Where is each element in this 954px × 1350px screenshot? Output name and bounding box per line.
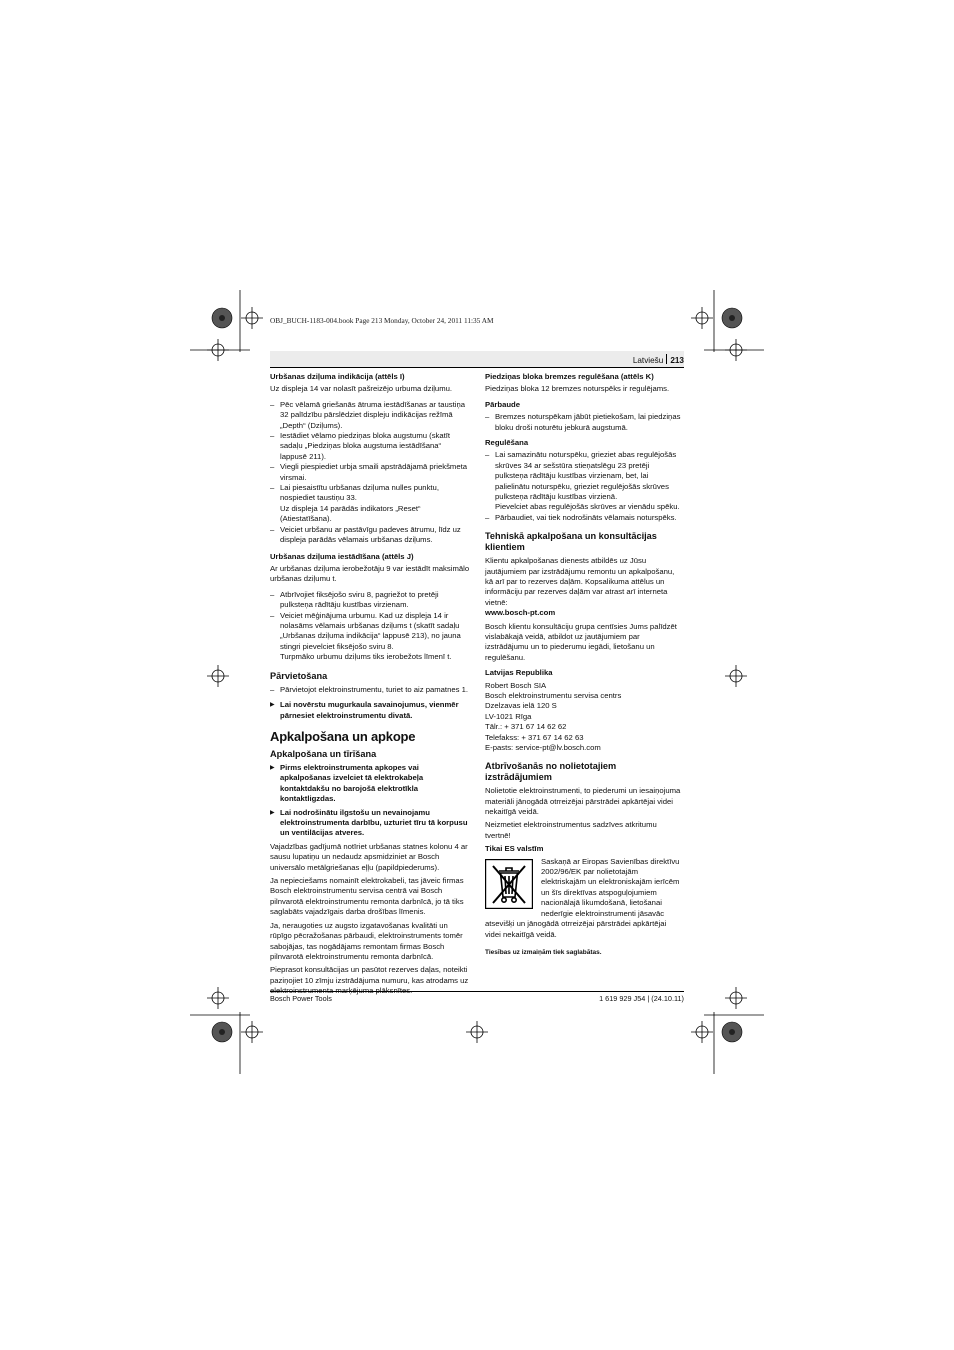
section-title-drill-depth-indication: Urbšanas dziļuma indikācija (attēls I) (270, 372, 405, 381)
paragraph: Ja nepieciešams nomainīt elektrokabeli, tas jāveic firmas Bosch elektroinstrumentu servisa centrā vai Bosch pilnvarotā elektroinstrumentu remonta darbnīcā, jo tā tiks saglabāts vajadzīgais darba drošības līmenis. (270, 876, 464, 917)
warning-item: ▶ Lai novērstu mugurkaula savainojumus, vienmēr pārnesiet elektroinstrumentu divatā. (270, 700, 470, 721)
change-notice: Tiesības uz izmaiņām tiek saglabātas. (485, 948, 602, 956)
subsection-title-check: Pārbaude (485, 399, 521, 409)
eu-directive-block (485, 857, 684, 940)
subsection-title-eu: Tikai ES valstīm (485, 844, 544, 854)
paragraph: Ja, neraugoties uz augsto izgatavošanas kvalitāti un rūpīgo pēcražošanas pārbaudi, elektroinstruments tomēr sabojājas, tas nogādājams remontam firmas Bosch pilnvarotā elektroinstrumentu remonta darbnīcā. (270, 920, 463, 961)
address-line: Robert Bosch SIA (485, 680, 547, 690)
country-title: Latvijas Republika (485, 668, 553, 678)
paragraph: Nolietotie elektroinstrumenti, to piederumi un iesaiņojuma materiāli jānogādā otrreizējai pārstrādei apkārtējai videi nekaitīgā veidā. (485, 786, 681, 817)
footer-doc-number: 1 619 929 J54 | (24.10.11) (599, 994, 684, 1003)
paragraph: Uz displeja 14 var nolasīt pašreizējo urbuma dziļumu. (270, 384, 453, 394)
service-url: www.bosch-pt.com (485, 608, 556, 618)
chapter-title-maintenance: Apkalpošana un apkope (270, 729, 416, 745)
section-title-service: Tehniskā apkalpošana un konsultācijas klientiem (485, 531, 657, 552)
list-item: – Veiciet mēģinājuma urbumu. Kad uz displeja 14 ir nolasāms vēlamais urbšanas dziļums t (skatīt sadaļu „Urbšanas dziļuma indikācija“ lappusē 213), no jauna stingri pievelciet fiksējošo sviru 8. (270, 611, 470, 653)
address-line: E-pasts: service-pt@lv.bosch.com (485, 743, 601, 752)
list-item: – Viegli piespiediet urbja smaili apstrādājamā priekšmeta virsmai. (270, 462, 470, 483)
list-continuation: Pievelciet abas regulējošās skrūves ar vienādu spēku. (495, 502, 680, 512)
address-line: Bosch elektroinstrumentu servisa centrs (485, 690, 622, 700)
crossed-bin-icon (485, 859, 533, 909)
address-line: LV-1021 Rīga (485, 711, 532, 721)
paragraph: Pieprasot konsultācijas un pasūtot rezerves daļas, noteikti paziņojiet 10 zīmju izstrādājuma numuru, kas atrodams uz (270, 965, 469, 985)
list-item: – Lai piesaistītu urbšanas dziļuma nulles punktu, nospiediet taustiņu 33. (270, 483, 470, 504)
warning-item: ▶ Pirms elektroinstrumenta apkopes vai apkalpošanas izvelciet tā elektrokabeļa kontaktdakšu no barojošā elektrotīkla kontaktligzdas. (270, 763, 470, 805)
paragraph: Bosch klientu konsultāciju grupa centīsies Jums palīdzēt vislabākajā veidā, atbildot uz jautājumiem par izstrādājumu un to piederumu iegādi, lietošanu un regulēšanu. (485, 621, 677, 662)
paragraph: Ar urbšanas dziļuma ierobežotāju 9 var iestādīt maksimālo urbšanas dziļumu t. (270, 563, 470, 584)
list-item: – Veiciet urbšanu ar pastāvīgu padeves ātrumu, līdz uz displeja parādās vēlamais urbšanas dziļums. (270, 525, 470, 546)
list-item: – Pārvietojot elektroinstrumentu, turiet to aiz pamatnes 1. (270, 685, 470, 695)
list-item: – Pārbaudiet, vai tiek nodrošināts vēlamais noturspēks. (485, 513, 684, 523)
page-header (633, 354, 684, 365)
section-title-disposal: Atbrīvošanās no nolietotajiem izstrādājumiem (485, 761, 617, 782)
header-rule (270, 367, 684, 368)
section-title-drill-depth-setting: Urbšanas dziļuma iestādīšana (attēls J) (270, 551, 414, 561)
list-item: – Atbrīvojiet fiksējošo sviru 8, pagriežot to pretēji pulksteņa rādītāju kustības virzienam. (270, 590, 470, 611)
list-item: – Lai samazinātu noturspēku, grieziet abas regulējošās skrūves 34 ar sešstūra stieņatslēgu 23 pretēji pulksteņa rādītāju kustības virzienam, bet, lai palielinātu noturspēku, grieziet regulējošās skrūves pulksteņa rādītāju kustības virzienā. (485, 450, 684, 502)
page-number: 213 (670, 356, 684, 365)
address-line: Telefakss: + 371 67 14 62 63 (485, 732, 584, 742)
section-title-transport: Pārvietošana (270, 670, 328, 681)
list-item: – Pēc vēlamā griešanās ātruma iestādīšanas ar taustiņa 32 palīdzību pārslēdziet displeju indikācijas režīmā „Depth“ (Dziļums). (270, 400, 470, 431)
list-continuation: Turpmāko urbumu dziļums tiks ierobežots līmenī t. (280, 652, 452, 662)
paragraph: Klientu apkalpošanas dienests atbildēs uz Jūsu jautājumiem par izstrādājumu remontu un apkalpošanu, kā arī par to rezerves daļām. Kopsalikuma attēlus un informāciju par rezerves daļām var atrast arī interneta vietnē: (485, 556, 675, 607)
subsection-title-adjust: Regulēšana (485, 438, 529, 448)
header-language: Latviešu (632, 356, 664, 365)
header-band (270, 351, 684, 367)
paragraph: Vajadzības gadījumā notīriet urbšanas statnes kolonu 4 ar sausu lupatiņu un nedaudz apsmidziniet ar Bosch universālo metālgriešanas eļļu (papildpiederums). (270, 841, 468, 872)
list-continuation: Uz displeja 14 parādās indikators „Reset“ (Atiestatīšana). (280, 503, 421, 524)
footer-rule (270, 991, 684, 992)
address-line: Dzelzavas ielā 120 S (485, 701, 557, 711)
paragraph: Piedziņas bloka 12 bremzes noturspēks ir regulējams. (485, 384, 670, 394)
print-slug: OBJ_BUCH-1183-004.book Page 213 Monday, October 24, 2011 11:35 AM (270, 316, 494, 325)
section-title-cleaning: Apkalpošana un tīrīšana (270, 748, 377, 759)
list-item: – Iestādiet vēlamo piedziņas bloka augstumu (skatīt sadaļu „Piedziņas bloka augstuma iestādīšana“ lappusē 211). (270, 431, 470, 462)
paragraph: Neizmetiet elektroinstrumentus sadzīves atkritumu tvertnē! (485, 820, 657, 840)
warning-item: ▶ Lai nodrošinātu ilgstošu un nevainojamu elektroinstrumenta darbību, uzturiet tīru tā korpusu un ventilācijas atveres. (270, 808, 470, 839)
footer-brand: Bosch Power Tools (270, 994, 332, 1003)
eu-directive-text: Saskaņā ar Eiropas Savienības direktīvu 2002/96/EK par nolietotajām elektriskajām un elektroniskajām ierīcēm un šīs direktīvas atspoguļojumiem nacionālajā likumdošanā, lietošanai nederīgie elektroinstrumenti jāsavāc atsevišķi un jānogādā otrreizējai pārstrādei apkārtējai videi nekaitīgā veidā. (485, 856, 680, 939)
list-item: – Bremzes noturspēkam jābūt pietiekošam, lai piedziņas bloku droši noturētu jebkurā augstumā. (485, 412, 684, 433)
right-column (485, 372, 684, 958)
section-title-brake-adjust: Piedziņas bloka bremzes regulēšana (attēls K) (485, 372, 654, 381)
left-column (270, 372, 470, 1000)
address-line: Tālr.: + 371 67 14 62 62 (485, 722, 567, 732)
